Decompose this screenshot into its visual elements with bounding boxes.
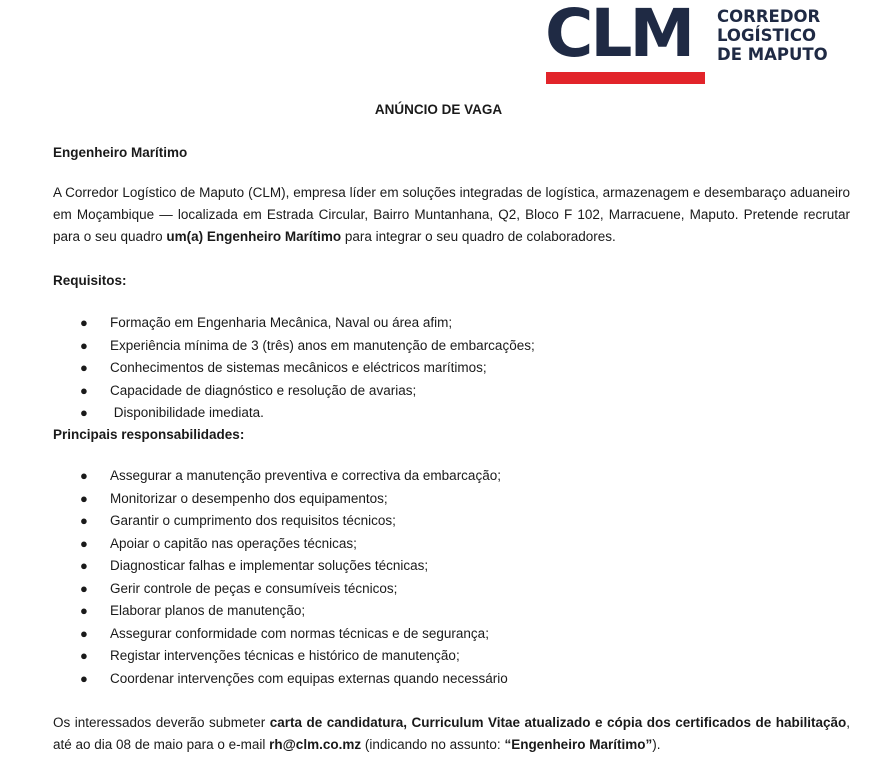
list-item-text: Registar intervenções técnicas e histórico de manutenção; bbox=[110, 648, 460, 663]
bullet-icon: ● bbox=[80, 603, 88, 618]
logo-mark: CLM bbox=[545, 0, 693, 72]
list-item bbox=[80, 465, 508, 488]
closing-text: , até ao dia 08 de maio para o e-mail bbox=[53, 715, 850, 752]
list-item-text: Apoiar o capitão nas operações técnicas; bbox=[110, 535, 357, 551]
intro-paragraph bbox=[53, 182, 850, 248]
logo-name-line: CORREDOR bbox=[717, 7, 821, 26]
email-address[interactable]: rh@clm.co.mz bbox=[269, 737, 362, 752]
list-item bbox=[80, 488, 508, 511]
email-subject: “Engenheiro Marítimo” bbox=[504, 737, 653, 752]
bullet-icon: ● bbox=[80, 670, 88, 686]
list-item-text: Elaborar planos de manutenção; bbox=[110, 603, 306, 618]
intro-position: um(a) Engenheiro Marítimo bbox=[166, 229, 342, 244]
bullet-icon: ● bbox=[80, 382, 88, 398]
clm-logo bbox=[545, 0, 845, 87]
list-item-text: Monitorizar o desempenho dos equipamentos; bbox=[110, 490, 388, 506]
list-item bbox=[80, 555, 508, 578]
bullet-icon: ● bbox=[80, 580, 88, 596]
list-item-text: Capacidade de diagnóstico e resolução de avarias; bbox=[110, 382, 417, 398]
bullet-icon: ● bbox=[80, 513, 88, 528]
intro-text: A Corredor Logístico de Maputo (CLM), empresa líder em soluções integradas de logística, armazenagem e desembaraço aduaneiro em Moçambique — localizada em Estrada Circular, Bairro Muntanhana, Q2, Bloco F 102, Marracuene, Maputo. Pretende recrutar para o seu quadro bbox=[53, 185, 850, 244]
job-title: Engenheiro Marítimo bbox=[53, 145, 188, 160]
list-item bbox=[80, 600, 508, 623]
closing-documents: carta de candidatura, Curriculum Vitae atualizado e cópia dos certificados de habilitação bbox=[269, 715, 847, 730]
bullet-icon: ● bbox=[80, 625, 88, 641]
bullet-icon: ● bbox=[80, 490, 88, 506]
closing-paragraph bbox=[53, 712, 850, 756]
list-item-text: Disponibilidade imediata. bbox=[110, 405, 264, 420]
list-item bbox=[80, 335, 535, 358]
intro-text-end: para integrar o seu quadro de colaboradores. bbox=[341, 229, 616, 244]
list-item bbox=[80, 312, 535, 335]
closing-text: Os interessados deverão submeter bbox=[53, 715, 270, 730]
logo-company-name bbox=[717, 7, 828, 64]
list-item bbox=[80, 578, 508, 601]
bullet-icon: ● bbox=[80, 468, 88, 483]
list-item-text: Garantir o cumprimento dos requisitos técnicos; bbox=[110, 513, 396, 528]
closing-text: (indicando no assunto: bbox=[361, 737, 505, 752]
bullet-icon: ● bbox=[80, 360, 88, 375]
list-item-text: Formação em Engenharia Mecânica, Naval ou área afim; bbox=[110, 315, 453, 330]
responsibilities-heading: Principais responsabilidades: bbox=[53, 427, 245, 442]
list-item bbox=[80, 510, 508, 533]
list-item-text: Coordenar intervenções com equipas externas quando necessário bbox=[110, 670, 508, 686]
list-item bbox=[80, 533, 508, 556]
responsibilities-list bbox=[80, 465, 508, 690]
page-title: ANÚNCIO DE VAGA bbox=[374, 102, 503, 117]
list-item-text: Diagnosticar falhas e implementar soluções técnicas; bbox=[110, 558, 429, 573]
requirements-list bbox=[80, 312, 535, 425]
bullet-icon: ● bbox=[80, 337, 88, 353]
list-item-text: Conhecimentos de sistemas mecânicos e eléctricos marítimos; bbox=[110, 360, 487, 375]
closing-text: ). bbox=[652, 737, 661, 752]
logo-red-bar bbox=[546, 72, 705, 84]
list-item bbox=[80, 357, 535, 380]
bullet-icon: ● bbox=[80, 405, 88, 420]
bullet-icon: ● bbox=[80, 558, 88, 573]
list-item-text: Assegurar a manutenção preventiva e correctiva da embarcação; bbox=[110, 468, 501, 483]
list-item-text: Experiência mínima de 3 (três) anos em manutenção de embarcações; bbox=[110, 337, 535, 353]
list-item bbox=[80, 623, 508, 646]
logo-name-line: LOGÍSTICO bbox=[717, 26, 817, 45]
logo-name-line: DE MAPUTO bbox=[717, 45, 828, 64]
list-item-text: Gerir controle de peças e consumíveis técnicos; bbox=[110, 580, 398, 596]
list-item bbox=[80, 380, 535, 403]
list-item bbox=[80, 402, 535, 425]
bullet-icon: ● bbox=[80, 648, 88, 663]
list-item bbox=[80, 668, 508, 691]
bullet-icon: ● bbox=[80, 535, 88, 551]
bullet-icon: ● bbox=[80, 315, 88, 330]
list-item bbox=[80, 645, 508, 668]
requirements-heading: Requisitos: bbox=[53, 273, 127, 288]
list-item-text: Assegurar conformidade com normas técnicas e de segurança; bbox=[110, 625, 489, 641]
